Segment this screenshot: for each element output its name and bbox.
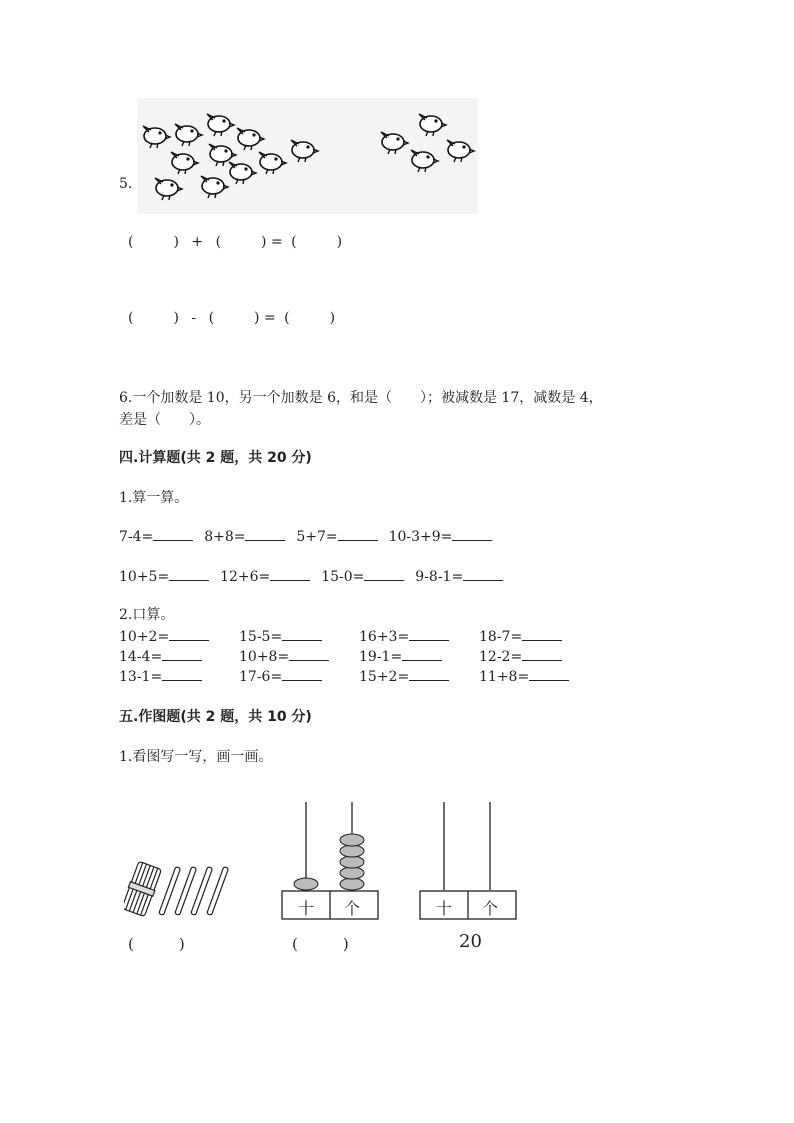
answer-blank[interactable]	[364, 566, 404, 581]
paren-open: (	[284, 310, 290, 326]
expression: 7-4=	[119, 529, 154, 545]
paren-open: (	[215, 234, 222, 250]
equals-sign: =	[263, 310, 276, 326]
q6-line-1: 6.一个加数是 10，另一个加数是 6，和是（ ）；被减数是 17，减数是 4，	[119, 390, 603, 406]
section-4-title: 四.计算题(共 2 题，共 20 分)	[119, 450, 312, 466]
abacus-2[interactable]	[418, 798, 528, 923]
bead	[340, 867, 364, 879]
q5-number: 5.	[119, 176, 133, 192]
bead	[340, 845, 364, 857]
answer-blank[interactable]	[169, 626, 209, 641]
paren-close: )	[173, 310, 179, 326]
bead	[294, 878, 318, 890]
calc-item: 19-1=	[359, 646, 442, 665]
answer-blank[interactable]	[169, 566, 209, 581]
ones-label: 个	[344, 899, 361, 918]
section-5-title: 五.作图题(共 2 题，共 10 分)	[119, 709, 312, 725]
expression: 5+7=	[296, 529, 338, 545]
paren-open: (	[128, 310, 134, 326]
s4-q2-title: 2.口算。	[119, 607, 175, 623]
paren-open: (	[208, 310, 215, 326]
s4-q1-row-1	[119, 526, 492, 545]
birds-illustration	[137, 98, 478, 214]
expression: 9-8-1=	[415, 569, 464, 585]
q5-subtraction-row	[128, 310, 335, 326]
answer-blank[interactable]	[522, 626, 562, 641]
abacus-1	[280, 798, 390, 923]
given-number: 20	[459, 931, 482, 952]
calc-item: 10+8=	[239, 646, 329, 665]
paren-close: )	[261, 234, 267, 250]
expression: 12+6=	[220, 569, 271, 585]
paren-close: )	[336, 234, 343, 250]
answer-blank[interactable]	[282, 666, 322, 681]
plus-sign: +	[191, 234, 204, 250]
answer-blank[interactable]	[409, 666, 449, 681]
answer-blank[interactable]	[162, 646, 202, 661]
calc-item: 11+8=	[479, 666, 569, 685]
sticks-illustration	[124, 860, 234, 920]
s4-q1-row-2	[119, 566, 503, 585]
paren-close: )	[173, 234, 179, 250]
oral-calc-row	[119, 626, 579, 646]
tens-label: 十	[298, 899, 315, 918]
answer-blank[interactable]	[463, 566, 503, 581]
oral-calc-row	[119, 646, 579, 666]
calc-item: 16+3=	[359, 626, 449, 645]
tens-label: 十	[436, 899, 453, 918]
calc-item: 15-5=	[239, 626, 322, 645]
oral-calc-row	[119, 666, 579, 686]
answer-blank[interactable]	[245, 526, 285, 541]
ones-label: 个	[482, 899, 499, 918]
answer-blank-abacus[interactable]: ( )	[292, 935, 349, 953]
answer-blank[interactable]	[289, 646, 329, 661]
s5-q1-title: 1.看图写一写，画一画。	[119, 749, 273, 765]
calc-item: 15+2=	[359, 666, 449, 685]
paren-close: )	[254, 310, 260, 326]
answer-blank[interactable]	[153, 526, 193, 541]
q6-line-2: 差是（ ）。	[119, 412, 210, 428]
answer-blank[interactable]	[402, 646, 442, 661]
calc-item: 18-7=	[479, 626, 562, 645]
expression: 15-0=	[321, 569, 365, 585]
q5-addition-row	[128, 234, 342, 250]
oral-calc-grid	[119, 626, 579, 686]
minus-sign: -	[191, 310, 197, 326]
calc-item: 14-4=	[119, 646, 202, 665]
s4-q1-title: 1.算一算。	[119, 490, 189, 506]
answer-blank-sticks[interactable]: ( )	[128, 935, 185, 953]
calc-item: 17-6=	[239, 666, 322, 685]
equals-sign: =	[270, 234, 283, 250]
answer-blank[interactable]	[452, 526, 492, 541]
bead	[340, 856, 364, 868]
answer-blank[interactable]	[522, 646, 562, 661]
answer-blank[interactable]	[270, 566, 310, 581]
expression: 10+5=	[119, 569, 170, 585]
answer-blank[interactable]	[409, 626, 449, 641]
paren-open: (	[128, 234, 134, 250]
birds-image	[137, 98, 478, 214]
expression: 10-3+9=	[388, 529, 453, 545]
answer-blank[interactable]	[529, 666, 569, 681]
answer-blank[interactable]	[338, 526, 378, 541]
expression: 8+8=	[204, 529, 246, 545]
bead	[340, 834, 364, 846]
answer-blank[interactable]	[282, 626, 322, 641]
calc-item: 12-2=	[479, 646, 562, 665]
answer-blank[interactable]	[162, 666, 202, 681]
bead	[340, 878, 364, 890]
calc-item: 13-1=	[119, 666, 202, 685]
paren-close: )	[329, 310, 336, 326]
calc-item: 10+2=	[119, 626, 209, 645]
paren-open: (	[291, 234, 297, 250]
